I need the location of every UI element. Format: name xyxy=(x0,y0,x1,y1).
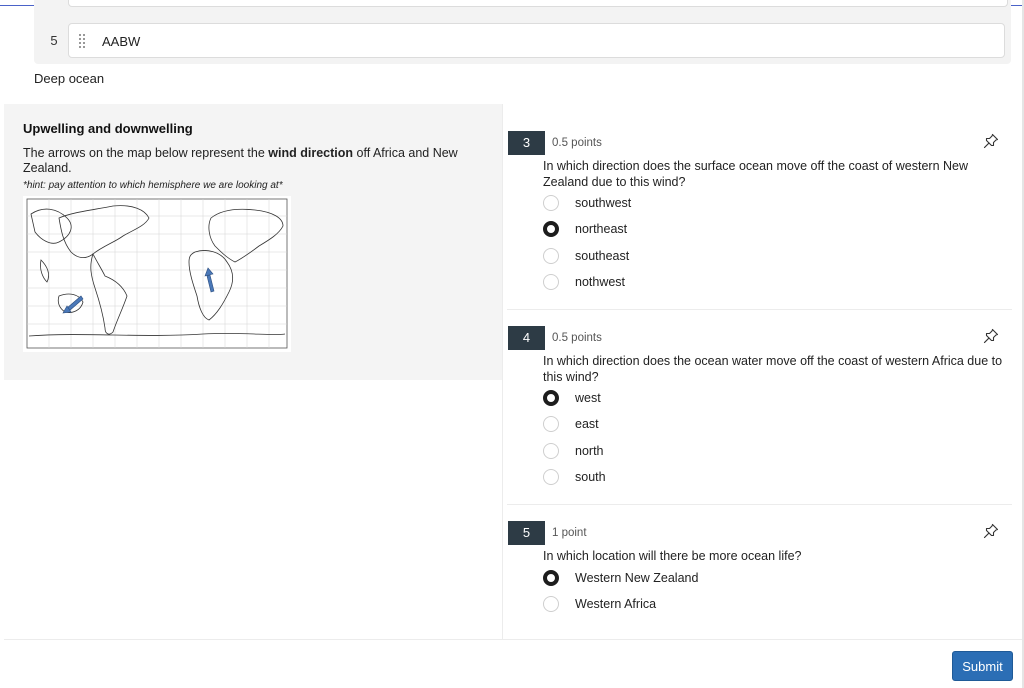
pin-icon[interactable] xyxy=(983,328,999,344)
question-4 xyxy=(507,326,1012,496)
order-item-number: 5 xyxy=(50,33,58,48)
question-points: 0.5 points xyxy=(552,137,602,149)
option-label: nothwest xyxy=(575,275,626,289)
radio-button[interactable] xyxy=(543,416,559,432)
reading-heading: Upwelling and downwelling xyxy=(23,121,193,136)
radio-button[interactable] xyxy=(543,274,559,290)
option-label: east xyxy=(575,417,599,431)
question-number-badge: 4 xyxy=(508,326,545,350)
option-label: southwest xyxy=(575,196,632,210)
radio-button[interactable] xyxy=(543,443,559,459)
submit-button[interactable]: Submit xyxy=(952,651,1013,681)
question-separator xyxy=(507,309,1012,310)
radio-button[interactable] xyxy=(543,469,559,485)
radio-button-selected[interactable] xyxy=(543,390,559,406)
footer-divider xyxy=(4,639,1022,640)
previous-order-item[interactable] xyxy=(68,0,1008,7)
question-3 xyxy=(507,131,1012,301)
order-item-label: AABW xyxy=(102,34,141,49)
drag-handle-icon[interactable] xyxy=(79,34,87,48)
reading-description xyxy=(23,146,483,176)
radio-button[interactable] xyxy=(543,248,559,264)
question-points: 0.5 points xyxy=(552,332,602,344)
question-text: In which location will there be more ocean life? xyxy=(543,549,802,563)
world-map-image xyxy=(23,196,291,352)
question-5 xyxy=(507,521,1012,621)
question-points: 1 point xyxy=(552,527,587,539)
world-map-svg xyxy=(23,196,291,352)
option-label: north xyxy=(575,444,604,458)
column-divider xyxy=(502,104,503,640)
question-number-badge: 3 xyxy=(508,131,545,155)
reading-hint: *hint: pay attention to which hemisphere we are looking at* xyxy=(23,180,283,191)
ordering-group-label: Deep ocean xyxy=(34,71,105,86)
radio-button[interactable] xyxy=(543,596,559,612)
radio-button-selected[interactable] xyxy=(543,570,559,586)
desc-text-bold: wind direction xyxy=(268,146,354,160)
order-item-aabw[interactable] xyxy=(68,23,1005,58)
reading-panel xyxy=(4,104,502,380)
option-label: Western New Zealand xyxy=(575,571,699,585)
option-label: northeast xyxy=(575,222,628,236)
pin-icon[interactable] xyxy=(983,523,999,539)
pin-icon[interactable] xyxy=(983,133,999,149)
question-text: In which direction does the ocean water move off the coast of western Africa due to this wind? xyxy=(543,354,1003,384)
question-text: In which direction does the surface ocean move off the coast of western New Zealand due to this wind? xyxy=(543,159,968,189)
desc-text-start: The arrows on the map below represent the xyxy=(23,146,269,160)
desc-text-end: off Africa and New Zealand. xyxy=(23,146,458,175)
option-label: west xyxy=(575,391,601,405)
option-label: Western Africa xyxy=(575,597,657,611)
option-label: southeast xyxy=(575,249,630,263)
radio-button-selected[interactable] xyxy=(543,221,559,237)
question-number-badge: 5 xyxy=(508,521,545,545)
radio-button[interactable] xyxy=(543,195,559,211)
question-separator xyxy=(507,504,1012,505)
option-label: south xyxy=(575,470,606,484)
